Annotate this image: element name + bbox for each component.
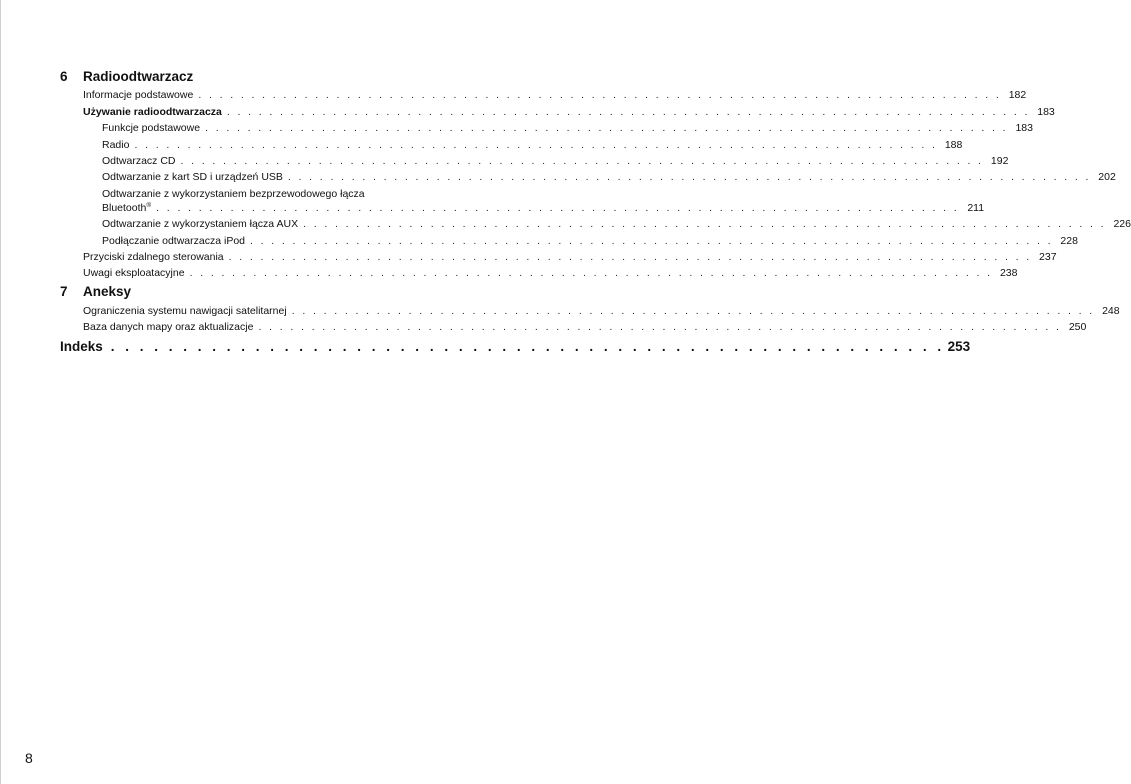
toc-entry-label: Używanie radioodtwarzacza — [83, 105, 222, 118]
toc-entry-label: Funkcje podstawowe — [102, 122, 201, 135]
toc-entry-page: 211 — [967, 201, 985, 214]
page-number: 8 — [25, 750, 33, 766]
chapter-number: 6 — [60, 69, 68, 84]
dot-leader: . . . . . . . . . . . . . . . . . . . . . . . . . . . . . . . . . . . . . . . . . . . . . . . . . . . . . . . . . . . . . . . . . . . . . . . . . . . . — [134, 138, 938, 151]
toc-entry[interactable] — [60, 234, 1078, 248]
dot-leader: . . . . . . . . . . . . . . . . . . . . . . . . . . . . . . . . . . . . . . . . . . . . . . . . . . . . . . . . . . . . . . . . . . . . . . . . . . . . — [250, 234, 1053, 247]
chapter-title: Radioodtwarzacz — [83, 69, 194, 84]
dot-leader: . . . . . . . . . . . . . . . . . . . . . . . . . . . . . . . . . . . . . . . . . . . . . . . . . . . . . . . . . . . . . . . . . . . . . . . . . . . . — [291, 304, 1095, 317]
chapter-title: Aneksy — [83, 284, 132, 300]
toc-entry-label: Odtwarzacz CD — [102, 154, 176, 167]
toc-entry[interactable] — [60, 88, 1027, 102]
toc-entry[interactable] — [60, 304, 1120, 318]
dot-leader: . . . . . . . . . . . . . . . . . . . . . . . . . . . . . . . . . . . . . . . . . . . . . . . . . . . . . . . . . . . . . . . . . . . . . . . . . . . . — [189, 267, 993, 280]
dot-leader: . . . . . . . . . . . . . . . . . . . . . . . . . . . . . . . . . . . . . . . . . . . . . . . . . . . . . . . . . . — [110, 339, 945, 355]
toc-entry[interactable] — [60, 250, 1057, 264]
chapter-7-heading — [60, 283, 468, 301]
toc-entry-label: Uwagi eksploatacyjne — [83, 267, 185, 280]
toc-entry-label: Informacje podstawowe — [83, 89, 194, 102]
index-entry[interactable] — [60, 338, 971, 356]
dot-leader: . . . . . . . . . . . . . . . . . . . . . . . . . . . . . . . . . . . . . . . . . . . . . . . . . . . . . . . . . . . . . . . . . . . . . . . . . . . . — [205, 122, 1008, 135]
toc-entry-page: 226 — [1113, 218, 1131, 231]
chapter-number: 7 — [60, 284, 68, 300]
toc-entry[interactable] — [60, 266, 1018, 280]
toc-entry-label: Ograniczenia systemu nawigacji satelitarnej — [83, 304, 287, 317]
toc-entry-label-line2: Bluetooth® — [102, 201, 152, 214]
toc-entry[interactable] — [60, 170, 1116, 184]
toc-entry-page: 182 — [1008, 89, 1027, 102]
dot-leader: . . . . . . . . . . . . . . . . . . . . . . . . . . . . . . . . . . . . . . . . . . . . . . . . . . . . . . . . . . . . . . . . . . . . . . . . . . . . — [180, 154, 984, 167]
dot-leader: . . . . . . . . . . . . . . . . . . . . . . . . . . . . . . . . . . . . . . . . . . . . . . . . . . . . . . . . . . . . . . . . . . . . . . . . . . . . — [287, 171, 1091, 184]
toc-entry-label: Przyciski zdalnego sterowania — [83, 250, 224, 263]
dot-leader: . . . . . . . . . . . . . . . . . . . . . . . . . . . . . . . . . . . . . . . . . . . . . . . . . . . . . . . . . . . . . . . . . . . . . . . . . . . . — [226, 105, 1030, 118]
dot-leader: . . . . . . . . . . . . . . . . . . . . . . . . . . . . . . . . . . . . . . . . . . . . . . . . . . . . . . . . . . . . . . . . . . . . . . . . . . . . — [228, 250, 1032, 263]
toc-entry-label: Radio — [102, 138, 130, 151]
toc-entry-label: Odtwarzanie z kart SD i urządzeń USB — [102, 171, 283, 184]
toc-entry-page: 183 — [1015, 122, 1033, 135]
dot-leader: . . . . . . . . . . . . . . . . . . . . . . . . . . . . . . . . . . . . . . . . . . . . . . . . . . . . . . . . . . . . . . . . . . . . . . . . . . . . — [198, 89, 1002, 102]
toc-entry-label: Podłączanie odtwarzacza iPod — [102, 234, 246, 247]
toc-entry-label: Odtwarzanie z wykorzystaniem łącza AUX — [102, 218, 299, 231]
toc-entry-label-line1: Odtwarzanie z wykorzystaniem bezprzewodowego łącza — [102, 187, 365, 200]
dot-leader: . . . . . . . . . . . . . . . . . . . . . . . . . . . . . . . . . . . . . . . . . . . . . . . . . . . . . . . . . . . . . . . . . . . . . . . . . . . . — [156, 201, 960, 214]
toc-entry-page: 188 — [944, 138, 963, 151]
chapter-6-heading — [60, 68, 468, 86]
toc-entry-page: 248 — [1102, 304, 1120, 317]
toc-entry[interactable] — [60, 187, 985, 215]
toc-entry[interactable] — [60, 138, 963, 152]
page-left-border — [0, 0, 1, 784]
toc-entry-page: 228 — [1060, 234, 1078, 247]
registered-mark: ® — [146, 201, 152, 209]
table-of-contents — [60, 68, 1131, 356]
toc-entry-page: 250 — [1068, 321, 1087, 334]
toc-entry-page: 192 — [990, 154, 1009, 167]
dot-leader: . . . . . . . . . . . . . . . . . . . . . . . . . . . . . . . . . . . . . . . . . . . . . . . . . . . . . . . . . . . . . . . . . . . . . . . . . . . . — [303, 218, 1106, 231]
index-label: Indeks — [60, 339, 103, 355]
toc-entry-label: Baza danych mapy oraz aktualizacje — [83, 321, 254, 334]
toc-entry[interactable] — [60, 320, 1087, 334]
toc-entry[interactable] — [60, 217, 1131, 231]
toc-entry[interactable] — [60, 105, 1055, 119]
toc-entry[interactable] — [60, 154, 1009, 168]
toc-entry[interactable] — [60, 121, 1033, 135]
toc-entry-page: 237 — [1039, 250, 1057, 263]
dot-leader: . . . . . . . . . . . . . . . . . . . . . . . . . . . . . . . . . . . . . . . . . . . . . . . . . . . . . . . . . . . . . . . . . . . . . . . . . . . . — [258, 321, 1062, 334]
toc-entry-page: 238 — [999, 267, 1018, 280]
index-page: 253 — [947, 339, 971, 355]
toc-entry-page: 183 — [1037, 105, 1055, 118]
toc-entry-page: 202 — [1098, 171, 1116, 184]
